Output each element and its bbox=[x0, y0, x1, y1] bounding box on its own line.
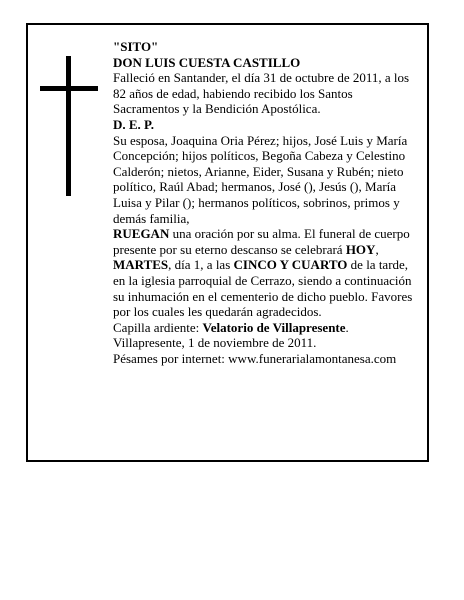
funeral-time: CINCO Y CUARTO bbox=[233, 257, 348, 273]
funeral-request bbox=[113, 226, 418, 320]
request-text-2: , día 1, a las bbox=[168, 257, 234, 273]
place-date: Villapresente, 1 de noviembre de 2011. bbox=[113, 335, 317, 351]
obituary-text bbox=[113, 39, 418, 366]
hoy-word: HOY bbox=[345, 241, 376, 257]
family-list: Su esposa, Joaquina Oria Pérez; hijos, José Luis y María Concepción; hijos políticos, Begoña Cabeza y Celestino Calderón; nietos, Arianne, Eider, Susana y Rubén; nieto político, Raúl Abad; hermanos, José (), Jesús (), María Luisa y Pilar (); hermanos políticos, sobrinos, primos y demás familia, bbox=[113, 132, 408, 226]
request-text-3: de la tarde, en la iglesia parroquial de Cerrazo, siendo a continuación su inhumación en el cementerio de dicho pueblo. Favores por los cuales les quedarán agradecidos. bbox=[113, 257, 413, 320]
chapel-label: Capilla ardiente: bbox=[113, 319, 203, 335]
cross-icon bbox=[66, 56, 71, 196]
martes-word: MARTES bbox=[113, 257, 169, 273]
request-sep: , bbox=[375, 241, 379, 257]
condolences-line: Pésames por internet: www.funerarialamontanesa.com bbox=[113, 350, 397, 366]
ruegan-word: RUEGAN bbox=[113, 226, 170, 242]
request-text-1: una oración por su alma. El funeral de cuerpo presente por su eterno descanso se celebrará bbox=[113, 226, 410, 257]
chapel-line bbox=[113, 320, 418, 336]
deceased-nickname: "SITO" bbox=[113, 39, 159, 54]
deceased-name: DON LUIS CUESTA CASTILLO bbox=[113, 54, 301, 70]
chapel-end: . bbox=[345, 319, 349, 335]
cross-icon-crossbar bbox=[40, 86, 98, 91]
chapel-name: Velatorio de Villapresente bbox=[202, 319, 346, 335]
dep-line: D. E. P. bbox=[113, 116, 155, 132]
death-announcement: Falleció en Santander, el día 31 de octubre de 2011, a los 82 años de edad, habiendo recibido los Santos Sacramentos y la Bendición Apostólica. bbox=[113, 70, 410, 117]
